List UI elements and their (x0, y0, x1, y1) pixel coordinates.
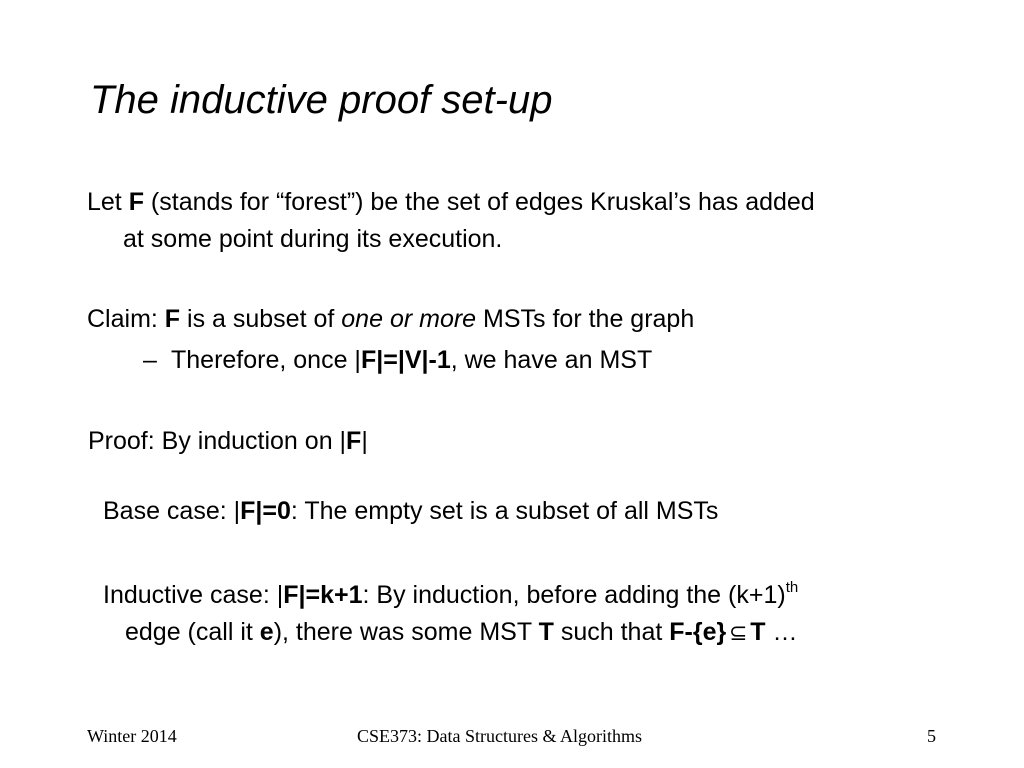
forest-definition (87, 184, 815, 258)
vertex-symbol: V (404, 346, 422, 374)
text: Inductive case: | (103, 581, 284, 609)
text: : The empty set is a subset of all MSTs (290, 497, 719, 525)
superscript: th (785, 579, 799, 596)
text: , we have an MST (450, 346, 653, 374)
text: … (765, 618, 798, 646)
base-case (103, 493, 718, 530)
forest-symbol: F (240, 497, 256, 525)
text: |-1 (421, 346, 451, 374)
text: | (361, 427, 368, 455)
slide-title: The inductive proof set-up (90, 78, 553, 122)
claim-sub-bullet (143, 342, 652, 379)
claim (87, 301, 694, 338)
text: is a subset of (180, 305, 342, 333)
inductive-case (103, 577, 798, 652)
forest-symbol: F (164, 305, 181, 333)
text: Claim: (87, 305, 165, 333)
text: |=0 (255, 497, 291, 525)
footer-course: CSE373: Data Structures & Algorithms (357, 726, 642, 746)
text-continuation: at some point during its execution. (123, 225, 503, 253)
text: |=| (376, 346, 405, 374)
text: : By induction, before adding the (k+1) (362, 581, 786, 609)
edge-symbol: e (259, 618, 274, 646)
footer-date: Winter 2014 (87, 726, 177, 746)
text: such that (553, 618, 670, 646)
tree-symbol: T (538, 618, 554, 646)
forest-symbol: F (360, 346, 377, 374)
text: ), there was some MST (273, 618, 539, 646)
forest-symbol: F (346, 427, 362, 455)
text: (stands for “forest”) be the set of edges Kruskal’s has added (143, 188, 815, 216)
text: Proof: By induction on | (88, 427, 347, 455)
text: Let (87, 188, 129, 216)
text: |=k+1 (298, 581, 363, 609)
text: MSTs for the graph (476, 305, 695, 333)
forest-symbol: F (283, 581, 299, 609)
text: edge (call it (125, 618, 260, 646)
text: Therefore, once | (171, 346, 361, 374)
text-continuation (103, 614, 798, 652)
dash-bullet: – (143, 346, 157, 374)
proof-heading (88, 423, 368, 460)
forest-symbol: F (128, 188, 144, 216)
set-expression: F-{e} (669, 618, 727, 646)
text: Base case: | (103, 497, 241, 525)
subset-symbol: ⊆ (729, 621, 748, 646)
emphasis: one or more (341, 305, 477, 333)
footer-page-number: 5 (927, 726, 936, 746)
tree-symbol: T (750, 618, 766, 646)
